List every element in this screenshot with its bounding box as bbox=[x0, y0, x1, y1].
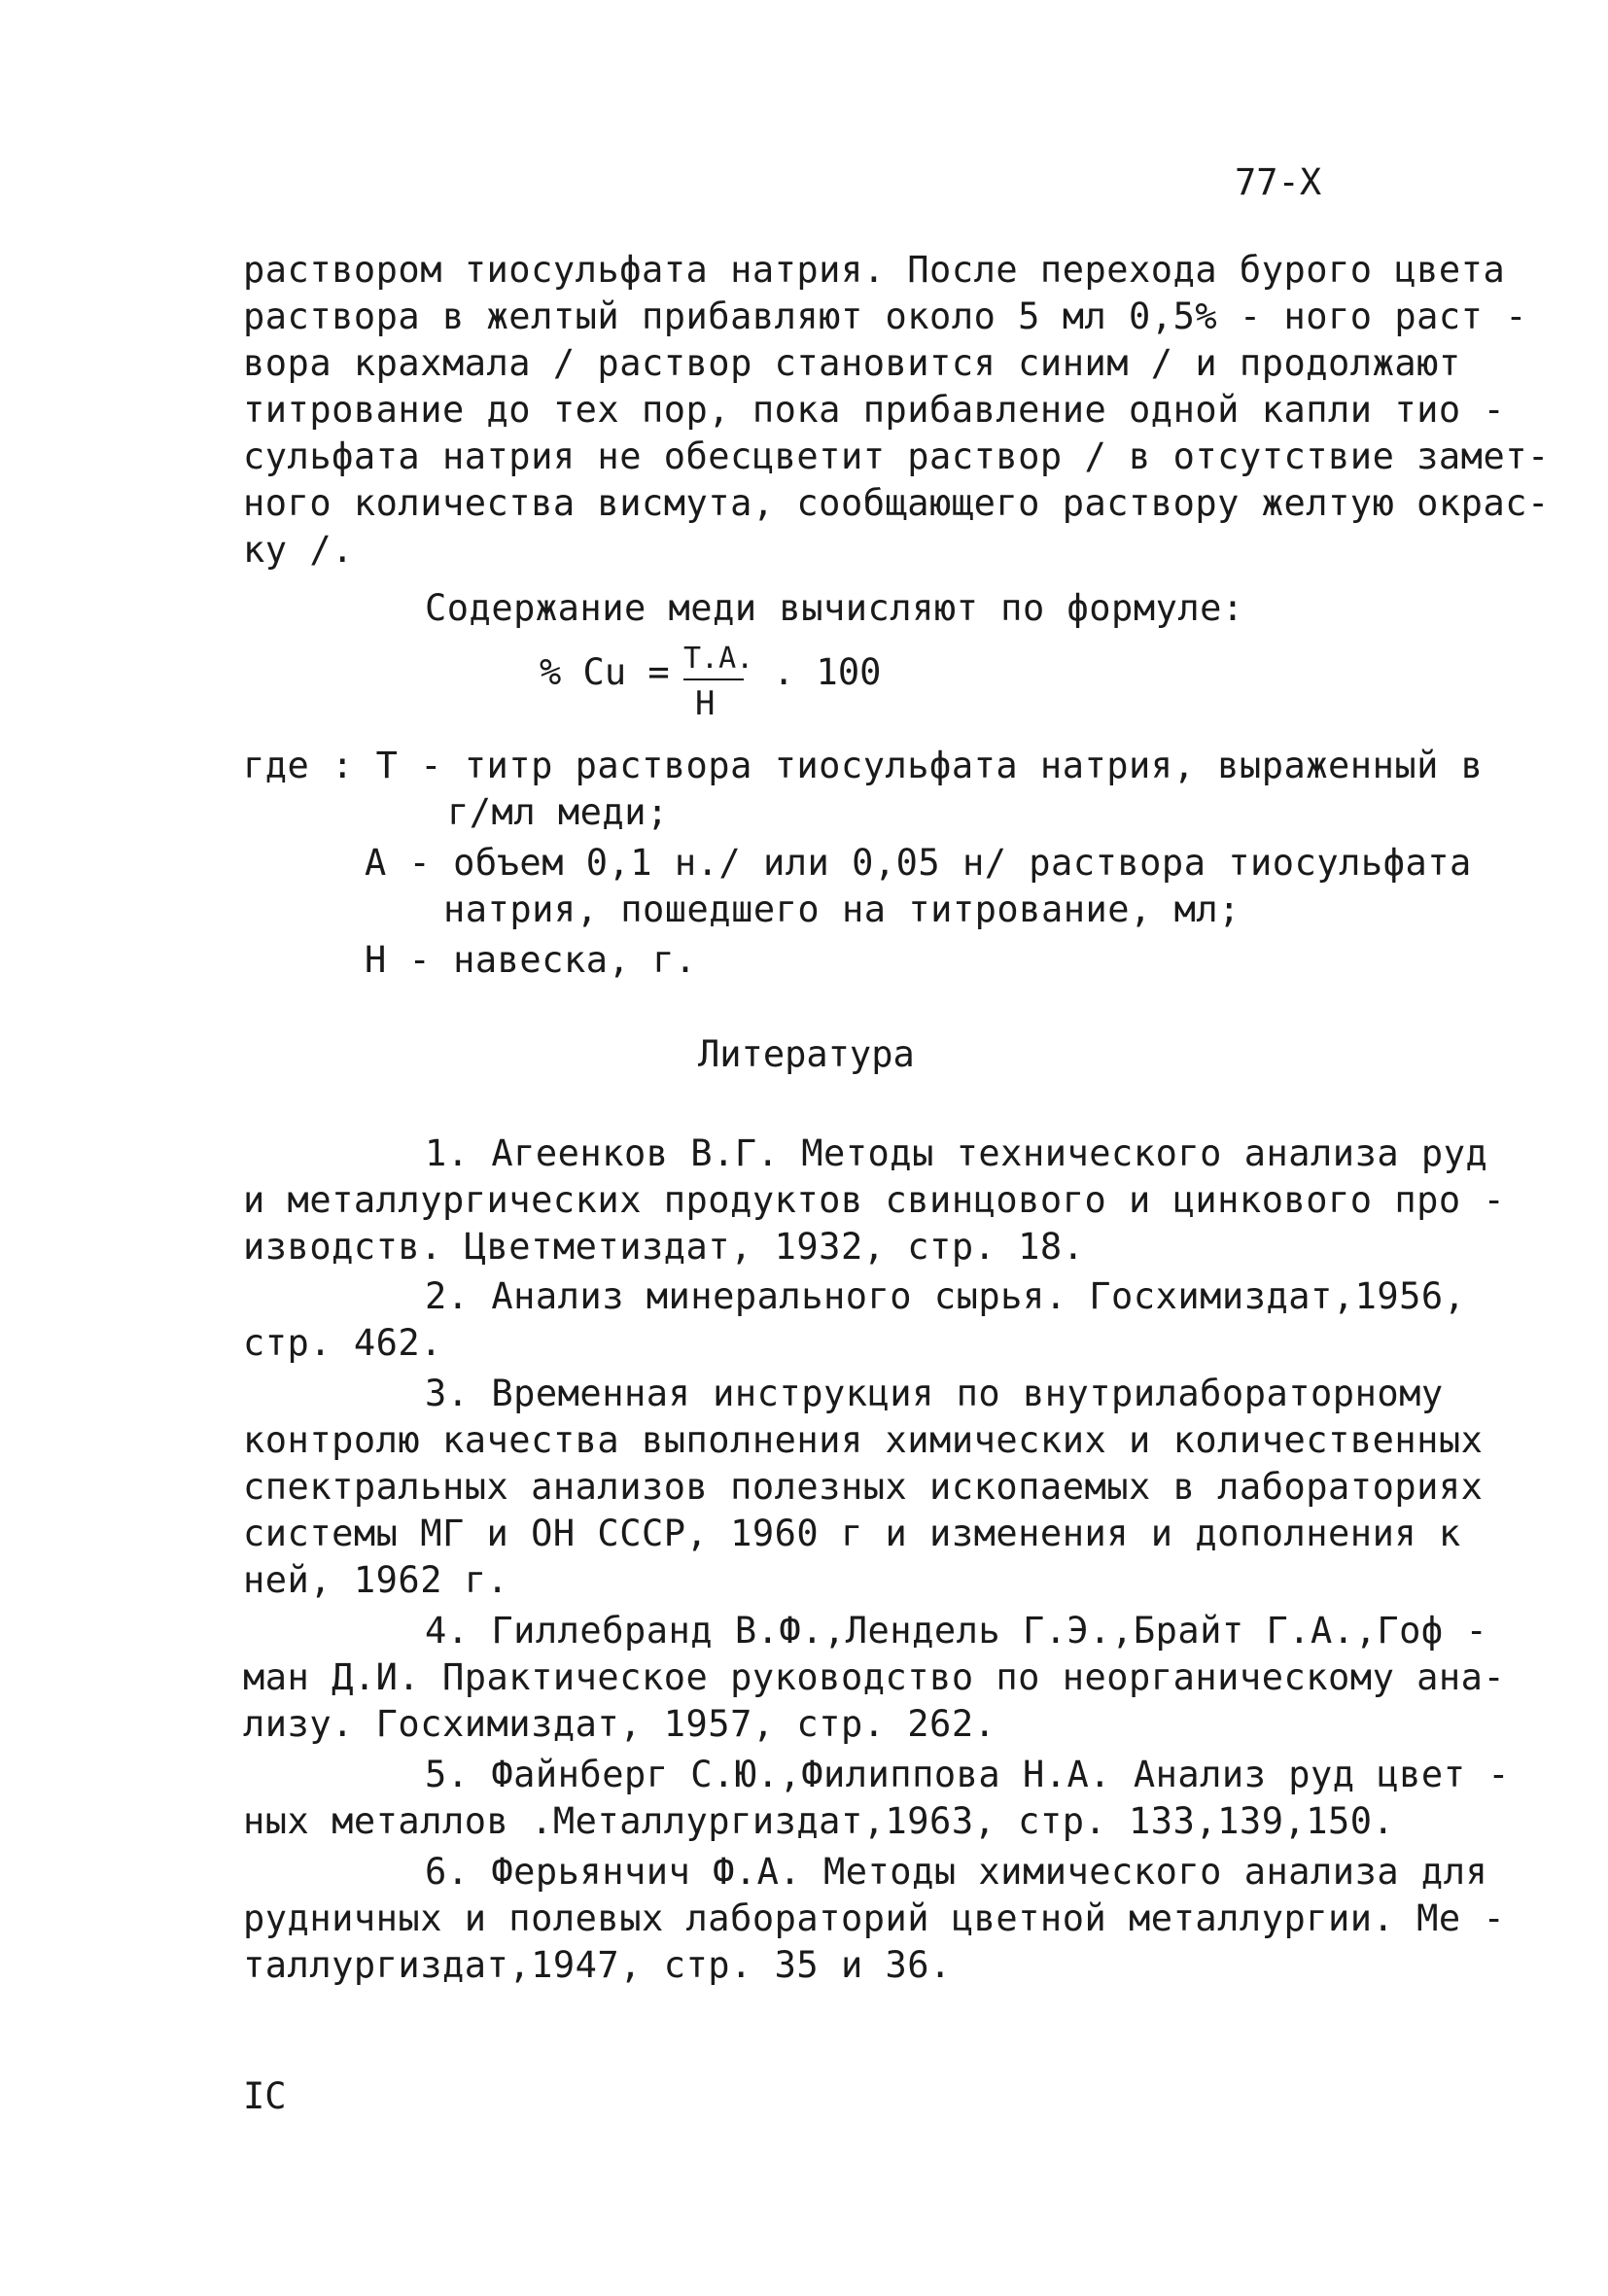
reference-line: изводств. Цветметиздат, 1932, стр. 18. bbox=[243, 1226, 1085, 1268]
reference-line: таллургиздат,1947, стр. 35 и 36. bbox=[243, 1944, 952, 1986]
reference-line: ней, 1962 г. bbox=[243, 1559, 509, 1601]
paragraph-line: сульфата натрия не обесцветит раствор / в отсутствие замет- bbox=[243, 435, 1550, 477]
definition-line: г/мл меди; bbox=[447, 791, 669, 833]
literature-heading: Литература bbox=[698, 1033, 915, 1075]
fraction-bar bbox=[683, 678, 744, 680]
definition-line: А - объем 0,1 н./ или 0,05 н/ раствора тиосульфата bbox=[365, 842, 1472, 884]
definition-line: натрия, пошедшего на титрование, мл; bbox=[443, 888, 1241, 930]
reference-line: системы МГ и ОН СССР, 1960 г и изменения и дополнения к bbox=[243, 1513, 1461, 1554]
reference-line: ман Д.И. Практическое руководство по неорганическому ана- bbox=[243, 1656, 1506, 1698]
reference-line: лизу. Госхимиздат, 1957, стр. 262. bbox=[243, 1703, 996, 1745]
page-number: 77-X bbox=[1235, 161, 1322, 203]
paragraph-line: вора крахмала / раствор становится синим / и продолжают bbox=[243, 342, 1461, 384]
reference-line: 3. Временная инструкция по внутрилабораторному bbox=[425, 1373, 1444, 1414]
definition-line: где : Т - титр раствора тиосульфата натрия, выраженный в bbox=[243, 745, 1484, 786]
reference-line: стр. 462. bbox=[243, 1322, 442, 1364]
copper-formula bbox=[540, 642, 928, 729]
formula-numerator: Т.А. bbox=[683, 642, 754, 676]
reference-line: контролю качества выполнения химических и количественных bbox=[243, 1419, 1484, 1461]
reference-line: 6. Ферьянчич Ф.А. Методы химического анализа для bbox=[425, 1851, 1488, 1893]
reference-line: 1. Агеенков В.Г. Методы технического анализа руд bbox=[425, 1132, 1488, 1174]
paragraph-line: раствором тиосульфата натрия. После перехода бурого цвета bbox=[243, 249, 1506, 291]
formula-lhs: % Cu = bbox=[540, 651, 670, 693]
paragraph-line: титрование до тех пор, пока прибавление одной капли тио - bbox=[243, 389, 1506, 431]
reference-line: 2. Анализ минерального сырья. Госхимиздат,1956, bbox=[425, 1275, 1466, 1317]
reference-line: рудничных и полевых лабораторий цветной металлургии. Ме - bbox=[243, 1897, 1506, 1939]
formula-intro: Содержание меди вычисляют по формуле: bbox=[425, 587, 1244, 629]
reference-line: 4. Гиллебранд В.Ф.,Лендель Г.Э.,Брайт Г.А.,Гоф - bbox=[425, 1610, 1488, 1652]
footer-number: IC bbox=[243, 2075, 287, 2117]
reference-line: спектральных анализов полезных ископаемых в лабораториях bbox=[243, 1466, 1484, 1508]
paragraph-line: ного количества висмута, сообщающего раствору желтую окрас- bbox=[243, 482, 1550, 524]
formula-denominator: Н bbox=[695, 684, 716, 723]
formula-rhs: . 100 bbox=[773, 651, 882, 693]
reference-line: и металлургических продуктов свинцового и цинкового про - bbox=[243, 1179, 1506, 1221]
paragraph-line: ку /. bbox=[243, 529, 354, 571]
definition-line: Н - навеска, г. bbox=[365, 939, 697, 981]
reference-line: ных металлов .Металлургиздат,1963, стр. 133,139,150. bbox=[243, 1800, 1395, 1842]
paragraph-line: раствора в желтый прибавляют около 5 мл 0,5% - ного раст - bbox=[243, 296, 1528, 337]
reference-line: 5. Файнберг С.Ю.,Филиппова Н.А. Анализ руд цвет - bbox=[425, 1754, 1511, 1795]
